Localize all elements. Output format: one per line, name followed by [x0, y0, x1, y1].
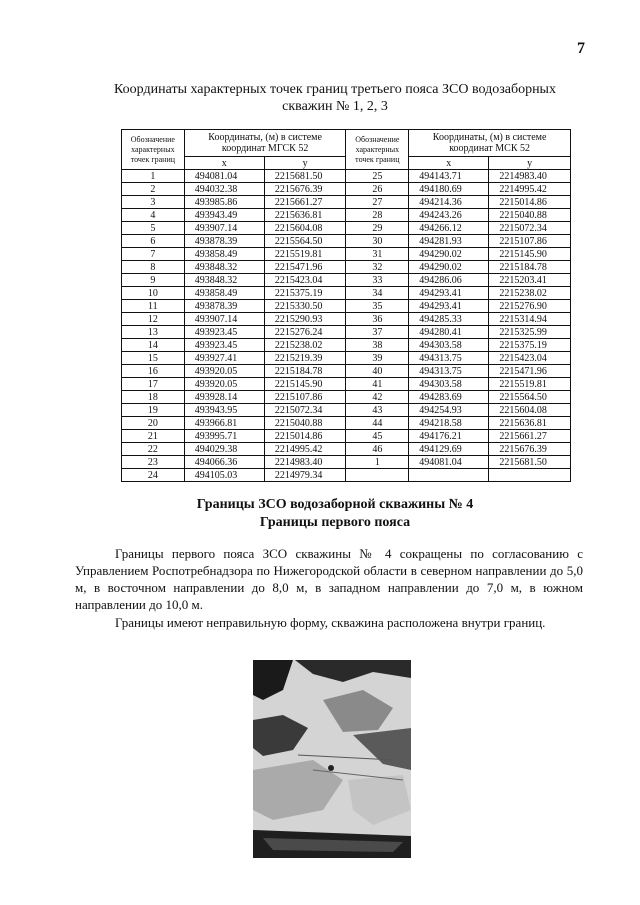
- x-right-cell: 494285.33: [409, 313, 489, 326]
- y-right-cell: 2215519.81: [489, 378, 571, 391]
- y-left-cell: 2215238.02: [264, 339, 346, 352]
- well-site-photo: [253, 660, 411, 858]
- point-number-right-cell: 30: [346, 235, 409, 248]
- y-left-cell: 2215661.27: [264, 196, 346, 209]
- point-number-right-cell: [346, 469, 409, 482]
- y-left-cell: 2215040.88: [264, 417, 346, 430]
- header-point-right-line: характерных: [355, 144, 400, 154]
- table-row: [122, 404, 571, 417]
- section-heading: [95, 496, 575, 532]
- point-number-right-cell: 1: [346, 456, 409, 469]
- paragraph-boundaries-shape: Границы имеют неправильную форму, скважина расположена внутри границ.: [115, 615, 546, 630]
- y-left-cell: 2215290.93: [264, 313, 346, 326]
- header-coords-right-line: Координаты, (м) в системе: [432, 132, 547, 143]
- point-number-left-cell: 23: [122, 456, 185, 469]
- y-right-cell: 2215661.27: [489, 430, 571, 443]
- point-number-right-cell: 35: [346, 300, 409, 313]
- point-number-left-cell: 21: [122, 430, 185, 443]
- point-number-right-cell: 34: [346, 287, 409, 300]
- y-left-cell: 2215107.86: [264, 391, 346, 404]
- x-left-cell: 494066.36: [184, 456, 264, 469]
- x-right-cell: 494293.41: [409, 300, 489, 313]
- x-right-cell: [409, 469, 489, 482]
- x-right-cell: 494129.69: [409, 443, 489, 456]
- y-left-cell: 2215681.50: [264, 170, 346, 183]
- point-number-right-cell: 31: [346, 248, 409, 261]
- y-right-cell: 2215676.39: [489, 443, 571, 456]
- y-right-cell: 2215423.04: [489, 352, 571, 365]
- x-left-cell: 493923.45: [184, 326, 264, 339]
- point-number-right-cell: 46: [346, 443, 409, 456]
- header-point-right: [346, 130, 409, 170]
- header-y-left: у: [264, 157, 346, 170]
- y-right-cell: 2215238.02: [489, 287, 571, 300]
- y-right-cell: 2214983.40: [489, 170, 571, 183]
- x-left-cell: 494081.04: [184, 170, 264, 183]
- x-right-cell: 494313.75: [409, 352, 489, 365]
- x-left-cell: 493858.49: [184, 248, 264, 261]
- header-coords-right: [409, 130, 571, 157]
- point-number-left-cell: 15: [122, 352, 185, 365]
- point-number-left-cell: 24: [122, 469, 185, 482]
- x-right-cell: 494303.58: [409, 378, 489, 391]
- point-number-right-cell: 25: [346, 170, 409, 183]
- point-number-right-cell: 42: [346, 391, 409, 404]
- x-right-cell: 494266.12: [409, 222, 489, 235]
- table-row: [122, 365, 571, 378]
- y-right-cell: [489, 469, 571, 482]
- y-right-cell: 2215681.50: [489, 456, 571, 469]
- paragraph-boundaries-reduced: Границы первого пояса ЗСО скважины № 4 сокращены по согласованию с Управлением Роспотребнадзора по Нижегородской области в северном направлении до 5,0 м, в восточном направлении до 8,0 м, в западном направлении до 7,0 м, в южном направлении до 10,0 м.: [75, 546, 583, 612]
- point-number-left-cell: 12: [122, 313, 185, 326]
- header-point-left-line: Обозначение: [130, 134, 175, 144]
- section-subtitle: Границы первого пояса: [259, 515, 411, 530]
- point-number-left-cell: 16: [122, 365, 185, 378]
- y-left-cell: 2215604.08: [264, 222, 346, 235]
- y-right-cell: 2215072.34: [489, 222, 571, 235]
- table-row: [122, 209, 571, 222]
- x-right-cell: 494280.41: [409, 326, 489, 339]
- y-left-cell: 2215145.90: [264, 378, 346, 391]
- header-point-right-line: точек границ: [355, 154, 400, 164]
- table-row: [122, 456, 571, 469]
- y-left-cell: 2215564.50: [264, 235, 346, 248]
- point-number-left-cell: 5: [122, 222, 185, 235]
- x-left-cell: 493995.71: [184, 430, 264, 443]
- point-number-right-cell: 43: [346, 404, 409, 417]
- x-left-cell: 493927.41: [184, 352, 264, 365]
- x-left-cell: 493878.39: [184, 300, 264, 313]
- y-right-cell: 2215203.41: [489, 274, 571, 287]
- table-row: [122, 352, 571, 365]
- x-right-cell: 494254.93: [409, 404, 489, 417]
- x-left-cell: 493985.86: [184, 196, 264, 209]
- x-left-cell: 494032.38: [184, 183, 264, 196]
- table-row: [122, 248, 571, 261]
- x-right-cell: 494303.58: [409, 339, 489, 352]
- header-point-left-line: точек границ: [130, 154, 176, 164]
- y-left-cell: 2215375.19: [264, 287, 346, 300]
- header-coords-left-line: координат МГСК 52: [221, 143, 309, 154]
- x-left-cell: 493943.95: [184, 404, 264, 417]
- header-point-right-line: Обозначение: [355, 134, 400, 144]
- table-row: [122, 287, 571, 300]
- x-right-cell: 494290.02: [409, 248, 489, 261]
- y-left-cell: 2215276.24: [264, 326, 346, 339]
- point-number-left-cell: 11: [122, 300, 185, 313]
- table-body: [122, 170, 571, 482]
- table-row: [122, 326, 571, 339]
- table-row: [122, 170, 571, 183]
- header-point-left: [122, 130, 185, 170]
- point-number-right-cell: 38: [346, 339, 409, 352]
- y-right-cell: 2215145.90: [489, 248, 571, 261]
- y-left-cell: 2215676.39: [264, 183, 346, 196]
- y-right-cell: 2215107.86: [489, 235, 571, 248]
- x-left-cell: 493920.05: [184, 378, 264, 391]
- x-left-cell: 493848.32: [184, 274, 264, 287]
- point-number-right-cell: 40: [346, 365, 409, 378]
- header-x-left: х: [184, 157, 264, 170]
- point-number-right-cell: 26: [346, 183, 409, 196]
- y-left-cell: 2214995.42: [264, 443, 346, 456]
- y-right-cell: 2215325.99: [489, 326, 571, 339]
- y-left-cell: 2215184.78: [264, 365, 346, 378]
- point-number-right-cell: 44: [346, 417, 409, 430]
- y-right-cell: 2215471.96: [489, 365, 571, 378]
- y-left-cell: 2214983.40: [264, 456, 346, 469]
- table-row: [122, 339, 571, 352]
- table-title-line-2: скважин № 1, 2, 3: [282, 99, 388, 114]
- point-number-right-cell: 39: [346, 352, 409, 365]
- point-number-right-cell: 28: [346, 209, 409, 222]
- y-right-cell: 2214995.42: [489, 183, 571, 196]
- coordinates-table: [121, 129, 571, 482]
- x-left-cell: 493858.49: [184, 287, 264, 300]
- point-number-right-cell: 29: [346, 222, 409, 235]
- table-row: [122, 313, 571, 326]
- point-number-right-cell: 32: [346, 261, 409, 274]
- y-left-cell: 2215423.04: [264, 274, 346, 287]
- x-right-cell: 494286.06: [409, 274, 489, 287]
- header-coords-right-line: координат МСК 52: [449, 143, 530, 154]
- y-left-cell: 2215330.50: [264, 300, 346, 313]
- header-coords-left-line: Координаты, (м) в системе: [208, 132, 322, 143]
- point-number-left-cell: 1: [122, 170, 185, 183]
- point-number-left-cell: 3: [122, 196, 185, 209]
- point-number-left-cell: 20: [122, 417, 185, 430]
- point-number-left-cell: 2: [122, 183, 185, 196]
- header-y-right: у: [489, 157, 571, 170]
- table-row: [122, 469, 571, 482]
- table-row: [122, 391, 571, 404]
- table-row: [122, 235, 571, 248]
- y-right-cell: 2215314.94: [489, 313, 571, 326]
- y-right-cell: 2215636.81: [489, 417, 571, 430]
- y-right-cell: 2215040.88: [489, 209, 571, 222]
- point-number-right-cell: 37: [346, 326, 409, 339]
- table-row: [122, 430, 571, 443]
- point-number-right-cell: 45: [346, 430, 409, 443]
- y-right-cell: 2215564.50: [489, 391, 571, 404]
- point-number-right-cell: 27: [346, 196, 409, 209]
- x-left-cell: 493907.14: [184, 222, 264, 235]
- x-left-cell: 493920.05: [184, 365, 264, 378]
- x-right-cell: 494313.75: [409, 365, 489, 378]
- point-number-right-cell: 36: [346, 313, 409, 326]
- y-left-cell: 2215471.96: [264, 261, 346, 274]
- x-left-cell: 493923.45: [184, 339, 264, 352]
- table-row: [122, 222, 571, 235]
- table-title: [95, 81, 575, 115]
- x-left-cell: 493848.32: [184, 261, 264, 274]
- y-right-cell: 2215184.78: [489, 261, 571, 274]
- y-left-cell: 2214979.34: [264, 469, 346, 482]
- x-right-cell: 494180.69: [409, 183, 489, 196]
- table-row: [122, 261, 571, 274]
- x-right-cell: 494143.71: [409, 170, 489, 183]
- y-right-cell: 2215604.08: [489, 404, 571, 417]
- point-number-left-cell: 22: [122, 443, 185, 456]
- point-number-left-cell: 4: [122, 209, 185, 222]
- x-right-cell: 494218.58: [409, 417, 489, 430]
- point-number-left-cell: 17: [122, 378, 185, 391]
- x-right-cell: 494283.69: [409, 391, 489, 404]
- x-left-cell: 493943.49: [184, 209, 264, 222]
- header-x-right: х: [409, 157, 489, 170]
- point-number-right-cell: 41: [346, 378, 409, 391]
- table-row: [122, 274, 571, 287]
- x-left-cell: 494029.38: [184, 443, 264, 456]
- y-left-cell: 2215014.86: [264, 430, 346, 443]
- y-left-cell: 2215636.81: [264, 209, 346, 222]
- point-number-left-cell: 6: [122, 235, 185, 248]
- table-title-line-1: Координаты характерных точек границ третьего пояса ЗСО водозаборных: [114, 82, 556, 97]
- table-row: [122, 417, 571, 430]
- y-left-cell: 2215219.39: [264, 352, 346, 365]
- table-row: [122, 300, 571, 313]
- table-header-row: [122, 130, 571, 157]
- x-right-cell: 494081.04: [409, 456, 489, 469]
- point-number-left-cell: 13: [122, 326, 185, 339]
- point-number-left-cell: 8: [122, 261, 185, 274]
- point-number-left-cell: 10: [122, 287, 185, 300]
- x-right-cell: 494176.21: [409, 430, 489, 443]
- page-number: 7: [577, 40, 585, 57]
- table-row: [122, 378, 571, 391]
- x-right-cell: 494243.26: [409, 209, 489, 222]
- point-number-left-cell: 7: [122, 248, 185, 261]
- section-title: Границы ЗСО водозаборной скважины № 4: [196, 497, 474, 512]
- x-left-cell: 493966.81: [184, 417, 264, 430]
- x-left-cell: 493907.14: [184, 313, 264, 326]
- x-left-cell: 493878.39: [184, 235, 264, 248]
- x-left-cell: 493928.14: [184, 391, 264, 404]
- y-right-cell: 2215375.19: [489, 339, 571, 352]
- header-point-left-line: характерных: [131, 144, 175, 154]
- point-number-left-cell: 14: [122, 339, 185, 352]
- y-left-cell: 2215072.34: [264, 404, 346, 417]
- x-left-cell: 494105.03: [184, 469, 264, 482]
- point-number-left-cell: 9: [122, 274, 185, 287]
- x-right-cell: 494293.41: [409, 287, 489, 300]
- table-row: [122, 196, 571, 209]
- y-left-cell: 2215519.81: [264, 248, 346, 261]
- table-row: [122, 443, 571, 456]
- y-right-cell: 2215276.90: [489, 300, 571, 313]
- header-coords-left: [184, 130, 346, 157]
- point-number-left-cell: 18: [122, 391, 185, 404]
- point-number-left-cell: 19: [122, 404, 185, 417]
- well-site-photo-image: [253, 660, 411, 858]
- x-right-cell: 494281.93: [409, 235, 489, 248]
- point-number-right-cell: 33: [346, 274, 409, 287]
- table-row: [122, 183, 571, 196]
- x-right-cell: 494290.02: [409, 261, 489, 274]
- x-right-cell: 494214.36: [409, 196, 489, 209]
- y-right-cell: 2215014.86: [489, 196, 571, 209]
